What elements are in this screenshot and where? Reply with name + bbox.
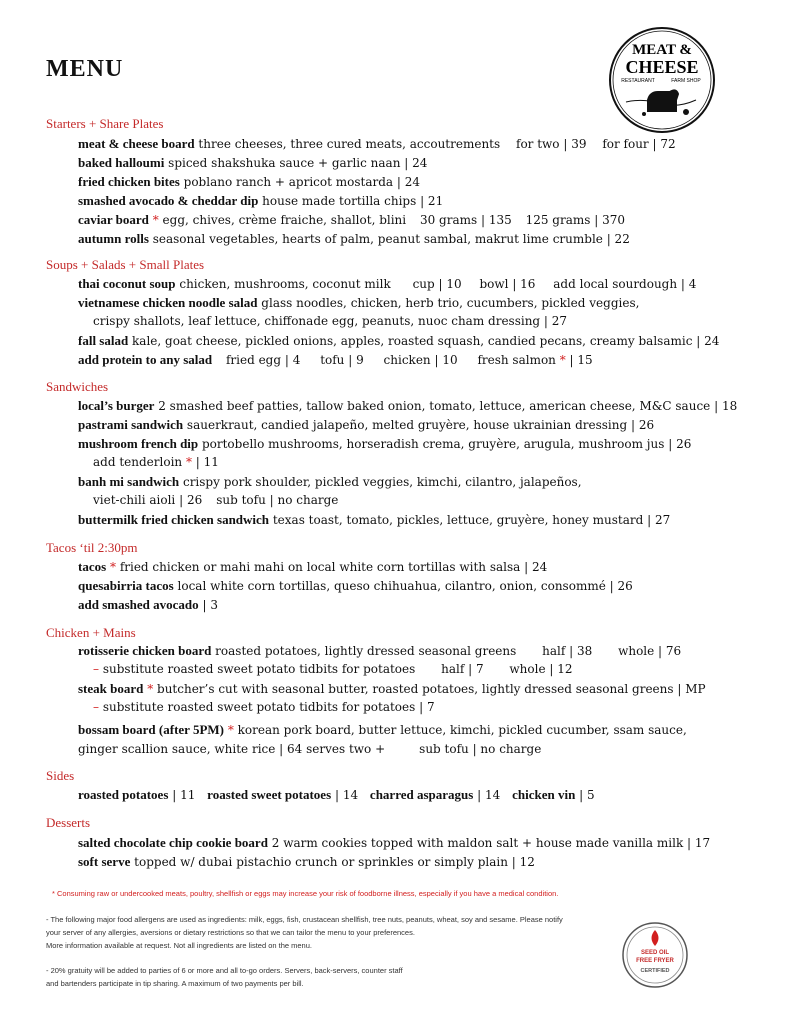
gratuity-line-2: and bartenders participate in tip sharing. A maximum of two payments per bill.	[46, 979, 304, 988]
item-banh-mi-sandwich: banh mi sandwich crispy pork shoulder, pickled veggies, kimchi, cilantro, jalapeños,	[78, 474, 582, 489]
item-noodle-salad-cont: crispy shallots, leaf lettuce, chiffonade egg, peanuts, nuoc cham dressing | 27	[93, 314, 568, 328]
section-desserts: Desserts	[46, 815, 91, 830]
item-steak-board: steak board * butcher’s cut with seasonal butter, roasted potatoes, lightly dressed seasonal greens | MP	[78, 681, 706, 696]
item-fall-salad: fall salad kale, goat cheese, pickled onions, apples, roasted squash, candied pecans, creamy balsamic | 24	[78, 333, 720, 348]
item-soft-serve: soft serve topped w/ dubai pistachio crunch or sprinkles or simply plain | 12	[78, 854, 535, 869]
svg-text:FREE FRYER: FREE FRYER	[636, 958, 674, 964]
logo-line1: MEAT &	[632, 42, 692, 58]
section-tacos: Tacos ‘til 2:30pm	[46, 540, 138, 555]
page-title: MENU	[46, 56, 124, 82]
raw-food-notice: * Consuming raw or undercooked meats, poultry, shellfish or eggs may increase your risk of foodborne illness, especially if you have a medical condition.	[52, 889, 559, 898]
item-buttermilk-sandwich: buttermilk fried chicken sandwich texas toast, tomato, pickles, lettuce, gruyère, honey mustard | 27	[78, 512, 671, 527]
section-sides: Sides	[46, 768, 75, 783]
item-locals-burger: local’s burger 2 smashed beef patties, tallow baked onion, tomato, lettuce, american cheese, M&C sauce | 18	[78, 398, 738, 413]
item-pastrami-sandwich: pastrami sandwich sauerkraut, candied jalapeño, melted gruyère, house ukrainian dressing | 26	[78, 417, 655, 432]
item-meat-cheese-board: meat & cheese board three cheeses, three cured meats, accoutrements for two | 39 for four | 72	[78, 136, 676, 151]
item-mushroom-french-dip: mushroom french dip portobello mushrooms, horseradish crema, gruyère, arugula, mushroom jus | 26	[78, 436, 692, 451]
item-tacos: tacos * fried chicken or mahi mahi on local white corn tortillas with salsa | 24	[78, 559, 548, 574]
item-add-smashed-avocado: add smashed avocado | 3	[78, 597, 218, 612]
svg-text:CERTIFIED: CERTIFIED	[640, 968, 670, 974]
item-autumn-rolls: autumn rolls seasonal vegetables, hearts of palm, peanut sambal, makrut lime crumble | 22	[78, 231, 630, 246]
item-steak-sub: – substitute roasted sweet potato tidbits for potatoes | 7	[93, 700, 435, 714]
item-bossam-cont: ginger scallion sauce, white rice | 64 serves two + sub tofu | no charge	[78, 742, 542, 756]
allergen-line-2: your server of any allergies, aversions or dietary restrictions so that we can tailor the menu to your preferences.	[46, 928, 415, 937]
item-rotisserie-chicken-board: rotisserie chicken board roasted potatoes, lightly dressed seasonal greens half | 38 whole | 76	[78, 643, 682, 658]
item-quesabirria-tacos: quesabirria tacos local white corn tortillas, queso chihuahua, cilantro, onion, consommé | 26	[78, 578, 633, 593]
section-starters: Starters + Share Plates	[46, 116, 164, 131]
item-noodle-salad: vietnamese chicken noodle salad glass noodles, chicken, herb trio, cucumbers, pickled veggies,	[78, 295, 640, 310]
logo-line2: CHEESE	[625, 57, 699, 77]
item-add-tenderloin: add tenderloin * | 11	[93, 455, 219, 469]
item-bossam-board: bossam board (after 5PM) * korean pork board, butter lettuce, kimchi, pickled cucumber, ssam sauce,	[78, 722, 687, 737]
restaurant-logo	[604, 22, 720, 138]
logo-sub-right: FARM SHOP	[671, 78, 701, 84]
item-thai-coconut-soup: thai coconut soup chicken, mushrooms, coconut milk cup | 10 bowl | 16 add local sourdough | 4	[78, 276, 697, 291]
section-mains: Chicken + Mains	[46, 625, 136, 640]
section-sandwiches: Sandwiches	[46, 379, 109, 394]
item-caviar-board: caviar board * egg, chives, crème fraiche, shallot, blini 30 grams | 135 125 grams | 370	[78, 212, 625, 227]
seed-oil-free-badge	[620, 920, 690, 990]
logo-sub-left: RESTAURANT	[621, 78, 655, 84]
item-avocado-dip: smashed avocado & cheddar dip house made tortilla chips | 21	[78, 193, 444, 208]
allergen-line-3: More information available at request. Not all ingredients are listed on the menu.	[46, 941, 312, 950]
item-add-protein: add protein to any salad fried egg | 4 tofu | 9 chicken | 10 fresh salmon * | 15	[78, 352, 593, 367]
item-baked-halloumi: baked halloumi spiced shakshuka sauce + garlic naan | 24	[78, 155, 428, 170]
drop-icon	[652, 930, 659, 946]
item-cookie-board: salted chocolate chip cookie board 2 warm cookies topped with maldon salt + house made vanilla milk | 17	[78, 835, 711, 850]
gratuity-line-1: - 20% gratuity will be added to parties of 6 or more and all to-go orders. Servers, back-servers, counter staff	[46, 966, 403, 975]
section-soups: Soups + Salads + Small Plates	[46, 257, 205, 272]
svg-text:SEED OIL: SEED OIL	[640, 950, 670, 956]
item-fried-chicken-bites: fried chicken bites poblano ranch + apricot mostarda | 24	[78, 174, 420, 189]
item-banh-mi-cont: viet-chili aioli | 26 sub tofu | no charge	[93, 493, 339, 507]
allergen-line-1: - The following major food allergens are used as ingredients: milk, eggs, fish, crustacean shellfish, tree nuts, peanuts, wheat, soy and sesame. Please notify	[46, 915, 563, 924]
item-rotisserie-sub: – substitute roasted sweet potato tidbits for potatoes half | 7 whole | 12	[93, 662, 573, 676]
item-sides-list: roasted potatoes | 11 roasted sweet potatoes | 14 charred asparagus | 14 chicken vin | 5	[78, 787, 595, 802]
